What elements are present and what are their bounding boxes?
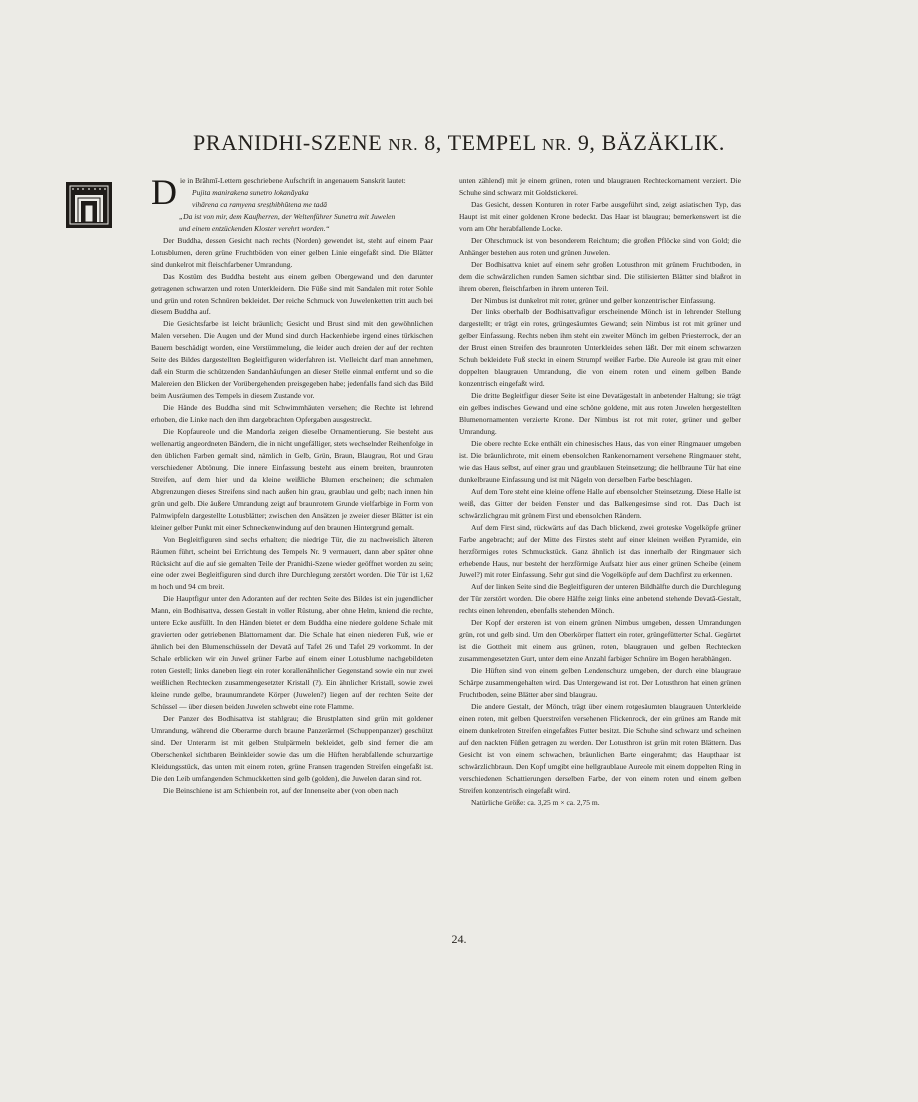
body-paragraph: Von Begleitfiguren sind sechs erhalten; die niedrige Tür, die zu nachweislich älteren Räumen führt, scheint bei Errichtung des Tempels Nr. 9 vermauert, dann aber später ohne Rücksicht auf die auf sie gemalten Teile der Pranidhi-Szene wieder geöffnet worden zu sein; eine oder zwei Begleitfiguren sind durch ihre Durchlegung zerstört worden. Die Tür ist 1,62 m hoch und 94 cm breit. bbox=[151, 534, 433, 592]
body-paragraph: Die Kopfaureole und die Mandorla zeigen dieselbe Ornamentierung. Sie besteht aus wellenartig angeordneten Bändern, die in nicht ungefälliger, stets wechselnder Reihenfolge in den üblichen Farben gemalt sind, nämlich in Gelb, Grün, Braun, Blaugrau, Rot und Grau verschiedener Abtönung. Die innere Einfassung besteht aus einem breiten, braunroten Streifen, auf dem hier und da kleine weißliche Blumen erscheinen; die schmalen Abgrenzungen dieses Streifens sind nach außen hin grau, graublau und gelb; nach innen hin grün und gelb. Die äußere Umrandung zeigt auf braunrotem Grunde vielfarbige in Form von Palmwipfeln dargestellte Lotusblätter; zwischen den Ansätzen je zweier dieser Blätter ist ein kleiner gelber Punkt mit einer Schneckenwindung auf den braunen Hintergrund gemalt. bbox=[151, 427, 433, 532]
title-num-1: 8, bbox=[424, 130, 442, 155]
text-column-right bbox=[459, 175, 741, 897]
title-nr-1: NR. bbox=[388, 135, 419, 154]
body-paragraph: Die Hände des Buddha sind mit Schwimmhäuten versehen; die Rechte ist lehrend erhoben, die Linke nach den ihm dargebrachten Opfergaben ausgestreckt. bbox=[151, 403, 433, 425]
body-paragraph: Der Bodhisattva kniet auf einem sehr großen Lotusthron mit grünem Fruchtboden, in dem die schwärzlichen runden Samen sichtbar sind. Die stilisierten Blätter sind blaßrot in ihrem oberen, fleischfarben in ihrem unteren Teil. bbox=[459, 259, 741, 293]
body-paragraph: Der Buddha, dessen Gesicht nach rechts (Norden) gewendet ist, steht auf einem Paar Lotusblumen, deren grüne Fruchtböden von einer gelben Linie eingefaßt sind. Die Blätter sind dunkelrot mit fleischfarbener Umrandung. bbox=[151, 235, 433, 269]
verse-line: Pujita manirakena sunetro lokanāyaka bbox=[192, 187, 309, 197]
body-paragraph: Die Hauptfigur unter den Adoranten auf der rechten Seite des Bildes ist ein jugendlicher Mann, ein Bodhisattva, dessen Gestalt in voller Rüstung, aber ohne Helm, kniend die rechte, untere Ecke ausfüllt. In den Händen bietet er dem Buddha eine niedere goldene Schale mit gravierten oder getriebenen Blattornament dar. Die Schale hat einen niederen Fuß, wie er ähnlich bei den Blumenschüsseln der Devatā auf Tafel 26 und Tafel 29 vorkommt. In der Schale erblicken wir ein Juwel grüner Farbe auf einem einer Lotusblume nachgebildeten roten Gestell; links daneben liegt ein roter korallenähnlicher Gegenstand sowie ein nur zwei weißlichen Rechtecken zusammengesetzter Kristall (?). Ein ähnlicher Kristall, sowie zwei kleine runde gelbe, braunumrandete Körper (Juwelen?) liegen auf der rechten Seite der Schüssel — über diesen beiden Juwelen schwebt eine rote Flamme. bbox=[151, 594, 433, 711]
ornament-vignette-icon bbox=[66, 182, 112, 228]
body-paragraph: Natürliche Größe: ca. 3,25 m × ca. 2,75 m. bbox=[471, 797, 600, 807]
body-paragraph: Der links oberhalb der Bodhisattvafigur erscheinende Mönch ist in lehrender Stellung dargestellt; er trägt ein rotes, grüngesäumtes Gewand; sein Nimbus ist rot mit grüner und gelber Einfassung. Rechts neben ihm steht ein zweiter Mönch im gelben Priesterrock, der an der Brust einen Streifen des braunroten Unterkleides sehen läßt. Der mit einem schwarzen Schuh bekleidete Fuß steckt in einem Strumpf weißer Farbe. Die Aureole ist grau mit einer doppelten blaugrauen Umrandung, die von einem roten und einem gelben Bande konzentrisch eingefaßt wird. bbox=[459, 307, 741, 389]
body-paragraph: Die dritte Begleitfigur dieser Seite ist eine Devatägestalt in anbetender Haltung; sie trägt ein gelbes indisches Gewand und eine schöne goldene, mit aus roten Juwelen hergestellten Blumenornamenten verzierte Krone. Der Nimbus ist rot mit roter, grüner und gelber Umrandung. bbox=[459, 391, 741, 437]
body-paragraph: unten zählend) mit je einem grünen, roten und blaugrauen Rechteckornament verziert. Die Schuhe sind schwarz mit Goldstickerei. bbox=[459, 176, 741, 197]
body-paragraph: Die Hüften sind von einem gelben Lendenschurz umgeben, der durch eine blaugraue Schärpe zusammengehalten wird. Das Untergewand ist rot. Der Lotusthron hat einen grünen Fruchtboden, seine Blätter aber sind blaugrau. bbox=[459, 666, 741, 699]
body-paragraph: Die Beinschiene ist am Schienbein rot, auf der Innenseite aber (von oben nach bbox=[163, 785, 399, 795]
verse-line: und einem entzückenden Kloster verehrt worden.“ bbox=[179, 223, 330, 233]
text-column-left bbox=[151, 175, 433, 887]
body-paragraph: Auf dem Tore steht eine kleine offene Halle auf ebensolcher Steinsetzung. Diese Halle ist weiß, das Gitter der beiden Fenster und das Balkengesimse sind rot. Das Dach ist schwärzlichgrau mit grünem First und ebensolchen Rändern. bbox=[459, 486, 741, 520]
body-paragraph: Die andere Gestalt, der Mönch, trägt über einem rotgesäumten blaugrauen Unterkleide einen roten, mit gelben Querstreifen versehenen Flickenrock, der ein grünes am Rande mit einem dunkelroten Streifen eingefaßtes Futter besitzt. Die Schuhe sind schwarz und scheinen auf den nackten Füßen getragen zu werden. Der Lotusthron ist grün mit roten Blättern. Das Gesicht ist von einem schwachen, bräunlichen Barte eingerahmt; das Haupthaar ist schwärzlichbraun. Den Kopf umgibt eine hellgraublaue Aureole mit einem doppelten Ring in verschiedenen Schattierungen derselben Farbe, der von einem roten und einem gelben Streifen konzentrisch eingefaßt wird. bbox=[459, 701, 741, 795]
body-paragraph: Die obere rechte Ecke enthält ein chinesisches Haus, das von einer Ringmauer umgeben ist. Die bräunlichrote, mit einem ebensolchen Rankenornament versehene Ringmauer steht, wie das Haus selbst, auf einer grau und graublauen Steinsetzung; die hellbraune Tür hat eine dunkelbraune Einfassung und ist mit Nägeln von derselben Farbe beschlagen. bbox=[459, 438, 741, 484]
title-part-1: PRANIDHI-SZENE bbox=[193, 130, 383, 155]
body-paragraph: Auf dem First sind, rückwärts auf das Dach blickend, zwei groteske Vogelköpfe grüner Farbe angebracht; auf der Mitte des Firstes steht auf einer kleinen weißen Pyramide, ein herzförmiges rotes Schmuckstück. Ganz ähnlich ist das innerhalb der Ringmauer sich erhebende Haus, nur besteht der herzförmige Aufsatz hier aus einer grünen Scheibe (einem Juwel?) mit roter Einfassung. Sehr gut sind die Vogelköpfe auf dem Dachfirst zu erkennen. bbox=[459, 522, 741, 580]
body-paragraph: Auf der linken Seite sind die Begleitfiguren der unteren Bildhälfte durch die Durchlegung der Tür zerstört worden. Die obere Hälfte zeigt links eine anbetend stehende Devatā-Gestalt, rechts einen lehrenden, ebenfalls stehenden Mönch. bbox=[459, 582, 741, 616]
body-paragraph: Der Nimbus ist dunkelrot mit roter, grüner und gelber konzentrischer Einfassung. bbox=[471, 295, 716, 305]
body-paragraph: Das Gesicht, dessen Konturen in roter Farbe ausgeführt sind, zeigt asiatischen Typ, das Haupt ist mit einer goldenen Krone bedeckt. Das Haar ist blaugrau; bemerkenswert ist die vorn am Ohr herabfallende Locke. bbox=[459, 199, 741, 233]
body-paragraph: Der Kopf der ersteren ist von einem grünen Nimbus umgeben, dessen Umrandungen grün, rot und gelb sind. Um den Oberkörper flattert ein roter, grüngefütterter Schal. Gegürtet ist die Gottheit mit einem aus grünen, roten, blaugrauen und gelben Rechtecken zusammengesetzten Gurt, unter dem eine Anzahl farbiger Schnüre im Bogen herabhängen. bbox=[459, 618, 741, 664]
verse-line: vihārena ca ramyena sreṣṭhibhūtena me tadā bbox=[192, 199, 328, 209]
page-title bbox=[0, 130, 918, 156]
body-paragraph: Die Gesichtsfarbe ist leicht bräunlich; Gesicht und Brust sind mit den gewöhnlichen Malen versehen. Die Augen und der Mund sind durch Hackenhiebe irgend eines türkischen Bauern beschädigt worden, eine Verstümmelung, die leider auch dreien der auf der rechten Seite des Bildes dargestellten Begleitfiguren widerfahren ist. Vielleicht darf man annehmen, daß ein Sturm die schützenden Sandanhäufungen an dieser Stelle einmal entfernt und so die Malereien den Blicken der Vorübergehenden preisgegeben habe; jedenfalls fand sich das Bild beim Ausräumen des Tempels in diesem Zustande vor. bbox=[151, 319, 433, 401]
page-number: 24. bbox=[451, 932, 467, 946]
body-paragraph: Das Kostüm des Buddha besteht aus einem gelben Obergewand und den darunter getragenen schwarzen und roten Unterkleidern. Die Füße sind mit Sandalen mit roter Sohle und grün und roten Schnüren bekleidet. Der reiche Schmuck von Juwelenketten tritt auch bei diesem Buddha auf. bbox=[151, 271, 433, 317]
title-num-2: 9, bbox=[577, 130, 596, 155]
title-part-3: BÄZÄKLIK. bbox=[601, 130, 725, 155]
intro-text: ie in Brāhmī-Lettern geschriebene Aufschrift in angenauem Sanskrit lautet: bbox=[180, 176, 406, 185]
body-paragraph: Der Panzer des Bodhisattva ist stahlgrau; die Brustplatten sind grün mit goldener Umrandung, während die Oberarme durch braune Panzerärmel (Schuppenpanzer) geschützt sind. Der Unterarm ist mit gelben Stulpärmeln bekleidet, gelb sind ferner die am Oberschenkel sichtbaren Beinkleider sowie das um die Hüften herabfallende schurzartige Kleidungsstück, das unten mit einem roten, grüne Fransen tragenden Streifen eingefaßt ist. Die den Leib umfangenden Schmuckketten sind gelb (golden), die Juwelen daran sind rot. bbox=[151, 713, 433, 783]
body-paragraph: Der Ohrschmuck ist von besonderem Reichtum; die großen Pflöcke sind von Gold; die Anhänger bestehen aus roten und grünen Juwelen. bbox=[459, 235, 741, 257]
verse-line: „Da ist von mir, dem Kaufherren, der Weltenführer Sunetra mit Juwelen bbox=[179, 211, 396, 221]
title-part-2: TEMPEL bbox=[447, 130, 536, 155]
drop-cap: D bbox=[151, 175, 177, 212]
title-nr-2: NR. bbox=[542, 135, 572, 154]
